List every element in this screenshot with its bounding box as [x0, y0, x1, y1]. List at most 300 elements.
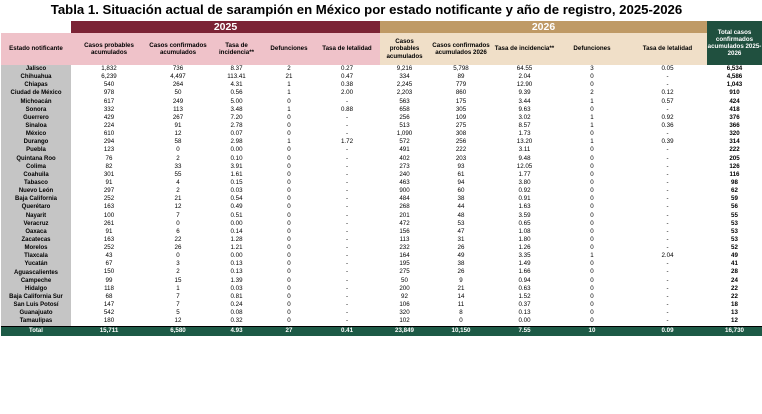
- probables-2026-cell: 273: [399, 162, 410, 170]
- defunciones-2025-cell: 0: [287, 284, 291, 292]
- letalidad-2026-cell: -: [666, 227, 669, 235]
- table-row: [1, 155, 762, 163]
- total-confirmados-cell: 366: [707, 122, 762, 130]
- letalidad-2026-cell: -: [666, 146, 669, 154]
- probables-2026-cell: 563: [399, 97, 410, 105]
- confirmados-2026-cell: 47: [457, 227, 465, 235]
- table-title: Tabla 1. Situación actual de sarampión en México por estado notificante y año de registro, 2025-2026: [50, 2, 683, 17]
- letalidad-2025-cell: 0.88: [340, 105, 354, 113]
- probables-2026-cell: 472: [399, 219, 410, 227]
- state-name-cell: Guanajuato: [1, 309, 71, 317]
- defunciones-2026-cell: 0: [590, 276, 594, 284]
- table-row: [1, 130, 762, 138]
- probables-2026-cell: 900: [399, 187, 410, 195]
- confirmados-2026-cell: 11: [457, 301, 465, 309]
- probables-2026-cell: 275: [399, 268, 410, 276]
- letalidad-2025-header: Tasa de letalidad: [314, 33, 380, 65]
- probables-2025-cell: 978: [103, 89, 115, 97]
- table-row: [1, 277, 762, 285]
- probables-2026-cell: 106: [399, 301, 410, 309]
- probables-2025-cell: 252: [103, 195, 115, 203]
- table-row: [1, 65, 762, 73]
- defunciones-2026-cell: 1: [590, 252, 594, 260]
- defunciones-2026-cell: 0: [590, 309, 594, 317]
- letalidad-2025-cell: -: [345, 146, 349, 154]
- confirmados-2025-cell: 2: [176, 154, 180, 162]
- defunciones-2026-cell: 0: [590, 227, 594, 235]
- total-confirmados-cell: 12: [707, 317, 762, 326]
- state-name-cell: Ciudad de México: [1, 89, 71, 97]
- confirmados-2025-cell: 22: [174, 235, 182, 243]
- defunciones-2026-cell: 0: [590, 162, 594, 170]
- total-confirmados-cell: 24: [707, 277, 762, 285]
- letalidad-2025-cell: -: [345, 219, 349, 227]
- letalidad-2025-cell: 0.27: [340, 64, 354, 72]
- letalidad-2026-cell: -: [666, 178, 669, 186]
- tasa-2025-cell: 0.03: [230, 187, 243, 195]
- total-confirmados-cell: 205: [707, 155, 762, 163]
- letalidad-2026-header: Tasa de letalidad: [628, 33, 707, 65]
- defunciones-2026-cell: 0: [590, 154, 594, 162]
- defunciones-2025-cell: 0: [287, 268, 291, 276]
- defunciones-2026-cell: 2: [590, 89, 594, 97]
- state-name-cell: Sinaloa: [1, 122, 71, 130]
- tasa-2026-cell: 0.92: [518, 187, 531, 195]
- tasa-2025-cell: 0.00: [230, 146, 243, 154]
- confirmados-2026-cell: 21: [457, 284, 465, 292]
- measles-table: [1, 21, 762, 336]
- probables-2026-cell: 268: [399, 203, 410, 211]
- tasa-2025-cell: 4.93: [209, 326, 264, 336]
- probables-2026-cell: 1,090: [396, 130, 413, 138]
- confirmados-2025-cell: 15: [174, 276, 182, 284]
- total-confirmados-cell: 424: [707, 98, 762, 106]
- probables-2025-cell: 147: [103, 301, 115, 309]
- confirmados-2026-cell: 5,798: [453, 64, 469, 72]
- confirmados-2026-cell: 38: [457, 260, 465, 268]
- total-confirmados-cell: 222: [707, 146, 762, 154]
- tasa-2025-cell: 0.24: [230, 301, 243, 309]
- table-row: [1, 317, 762, 326]
- confirmados-2025-cell: 6: [176, 227, 180, 235]
- letalidad-2026-cell: -: [666, 284, 669, 292]
- probables-2026-cell: 102: [399, 317, 410, 325]
- tasa-2025-cell: 0.03: [230, 284, 243, 292]
- letalidad-2026-cell: -: [666, 154, 669, 162]
- confirmados-2025-cell: 4,497: [170, 73, 186, 81]
- probables-2026-cell: 256: [399, 113, 410, 121]
- total-confirmados-cell: 314: [707, 138, 762, 146]
- probables-2026-cell: 23,849: [380, 326, 429, 336]
- probables-2026-cell: 513: [399, 121, 410, 129]
- state-name-cell: México: [1, 130, 71, 138]
- confirmados-2026-cell: 26: [457, 244, 465, 252]
- letalidad-2025-cell: -: [345, 301, 349, 309]
- confirmados-2026-cell: 9: [459, 276, 463, 284]
- probables-2026-cell: 156: [399, 227, 410, 235]
- table-row: [1, 195, 762, 203]
- defunciones-2025-cell: 0: [287, 301, 291, 309]
- tasa-2026-cell: 9.48: [518, 154, 531, 162]
- table-row: [1, 301, 762, 309]
- defunciones-2025-cell: 0: [287, 219, 291, 227]
- probables-2025-cell: 76: [105, 154, 113, 162]
- defunciones-2025-cell: 0: [287, 170, 291, 178]
- total-confirmados-cell: 126: [707, 163, 762, 171]
- state-name-cell: Baja California: [1, 195, 71, 203]
- state-name-cell: Total: [1, 326, 71, 336]
- defunciones-2026-cell: 3: [590, 64, 594, 72]
- table-body: [1, 65, 762, 336]
- letalidad-2025-cell: -: [345, 178, 349, 186]
- letalidad-2026-cell: 0.39: [661, 138, 674, 146]
- tasa-2026-cell: 1.73: [518, 130, 531, 138]
- letalidad-2025-cell: -: [345, 170, 349, 178]
- table-row: [1, 285, 762, 293]
- tasa-2026-cell: 0.37: [518, 301, 531, 309]
- total-confirmados-cell: 49: [707, 252, 762, 260]
- probables-2025-cell: 332: [103, 105, 115, 113]
- state-name-cell: Durango: [1, 138, 71, 146]
- defunciones-2025-cell: 2: [287, 64, 291, 72]
- letalidad-2026-cell: -: [666, 309, 669, 317]
- probables-2025-cell: 294: [103, 138, 115, 146]
- defunciones-2026-cell: 0: [590, 170, 594, 178]
- year-2026-header: 2026: [380, 21, 707, 33]
- letalidad-2026-cell: -: [666, 244, 669, 252]
- confirmados-2025-cell: 26: [174, 244, 182, 252]
- defunciones-2026-cell: 10: [556, 326, 628, 336]
- tasa-2025-cell: 0.81: [230, 292, 243, 300]
- letalidad-2026-cell: -: [666, 292, 669, 300]
- confirmados-2025-cell: 0: [176, 252, 180, 260]
- state-name-cell: Veracruz: [1, 220, 71, 228]
- tasa-2025-cell: 5.00: [230, 97, 243, 105]
- total-confirmados-cell: 52: [707, 244, 762, 252]
- total-confirmados-cell: 62: [707, 187, 762, 195]
- header-gap: [1, 21, 71, 33]
- defunciones-2026-cell: 0: [590, 81, 594, 89]
- confirmados-2026-cell: 305: [455, 105, 467, 113]
- probables-2026-cell: 113: [399, 235, 410, 243]
- confirmados-2026-cell: 31: [457, 235, 465, 243]
- total-confirmados-cell: 53: [707, 236, 762, 244]
- probables-2026-cell: 201: [399, 211, 410, 219]
- state-name-cell: San Luis Potosí: [1, 301, 71, 309]
- tasa-2026-cell: 3.59: [518, 211, 531, 219]
- tasa-2025-cell: 113.41: [227, 73, 246, 81]
- tasa-2025-cell: 1.21: [230, 244, 243, 252]
- letalidad-2026-cell: -: [666, 317, 669, 325]
- confirmados-2026-cell: 779: [455, 81, 467, 89]
- probables-2025-cell: 15,711: [71, 326, 147, 336]
- confirmados-2026-cell: 175: [455, 97, 467, 105]
- letalidad-2026-cell: -: [666, 276, 669, 284]
- confirmados-2025-cell: 5: [176, 309, 180, 317]
- state-name-cell: Campeche: [1, 277, 71, 285]
- probables-2026-cell: 2,203: [396, 89, 413, 97]
- tasa-2026-cell: 3.02: [518, 113, 531, 121]
- table-row: [1, 309, 762, 317]
- defunciones-2025-cell: 0: [287, 178, 291, 186]
- tasa-2025-cell: 0.00: [230, 252, 243, 260]
- letalidad-2025-cell: 2.00: [340, 89, 354, 97]
- total-confirmados-cell: 320: [707, 130, 762, 138]
- defunciones-2025-cell: 21: [285, 73, 293, 81]
- probables-2025-cell: 301: [103, 170, 115, 178]
- probables-2026-cell: 232: [399, 244, 410, 252]
- defunciones-2026-cell: 0: [590, 219, 594, 227]
- letalidad-2025-cell: -: [345, 317, 349, 325]
- letalidad-2025-cell: -: [345, 235, 349, 243]
- tasa-2025-cell: 2.98: [230, 138, 243, 146]
- probables-2025-cell: 163: [103, 235, 115, 243]
- confirmados-2026-cell: 60: [457, 187, 465, 195]
- state-name-cell: Coahuila: [1, 171, 71, 179]
- letalidad-2026-cell: 0.05: [661, 64, 674, 72]
- confirmados-2025-cell: 0: [176, 146, 180, 154]
- confirmados-2025-cell: 249: [172, 97, 184, 105]
- total-confirmados-cell: 59: [707, 195, 762, 203]
- defunciones-2026-cell: 1: [590, 97, 594, 105]
- tasa-2026-cell: 0.94: [518, 276, 531, 284]
- state-name-cell: Michoacán: [1, 98, 71, 106]
- defunciones-2025-cell: 0: [287, 317, 291, 325]
- defunciones-2026-cell: 0: [590, 301, 594, 309]
- probables-2026-cell: 164: [399, 252, 410, 260]
- table-row: [1, 106, 762, 114]
- table-row: [1, 146, 762, 154]
- probables-2026-cell: 320: [399, 309, 410, 317]
- table-row: [1, 244, 762, 252]
- table-row: [1, 220, 762, 228]
- table-row: [1, 81, 762, 89]
- tasa-2026-cell: 1.26: [518, 244, 531, 252]
- confirmados-2025-cell: 7: [176, 292, 180, 300]
- letalidad-2026-cell: 0.36: [661, 121, 674, 129]
- tasa-2025-cell: 0.51: [230, 211, 243, 219]
- confirmados-2026-cell: 94: [457, 178, 465, 186]
- confirmados-2025-cell: 264: [172, 81, 184, 89]
- probables-2026-cell: 658: [399, 105, 410, 113]
- defunciones-2025-cell: 0: [287, 260, 291, 268]
- table-row: [1, 212, 762, 220]
- letalidad-2025-cell: -: [345, 252, 349, 260]
- tasa-2026-cell: 9.39: [518, 89, 531, 97]
- table-row: [1, 179, 762, 187]
- tasa-2026-cell: 1.80: [518, 235, 531, 243]
- probables-2026-cell: 402: [399, 154, 410, 162]
- tasa-2025-header: Tasa de incidencia**: [209, 33, 264, 65]
- tasa-2025-cell: 0.00: [230, 219, 243, 227]
- table-row: [1, 163, 762, 171]
- defunciones-2025-cell: 0: [287, 309, 291, 317]
- state-name-cell: Sonora: [1, 106, 71, 114]
- tasa-2026-cell: 0.00: [518, 317, 531, 325]
- confirmados-2026-cell: 38: [457, 195, 465, 203]
- total-confirmados-cell: 56: [707, 203, 762, 211]
- probables-2026-cell: 195: [399, 260, 410, 268]
- state-name-cell: Jalisco: [1, 65, 71, 73]
- total-confirmados-cell: 28: [707, 269, 762, 277]
- probables-2025-cell: 224: [103, 121, 115, 129]
- defunciones-2025-cell: 1: [287, 81, 291, 89]
- total-confirmados-cell: 910: [707, 89, 762, 97]
- tasa-2025-cell: 0.13: [230, 268, 243, 276]
- confirmados-2026-cell: 10,150: [429, 326, 493, 336]
- confirmados-2026-cell: 222: [455, 146, 467, 154]
- defunciones-2025-cell: 0: [287, 235, 291, 243]
- letalidad-2025-cell: 0.47: [340, 73, 354, 81]
- letalidad-2026-cell: -: [666, 170, 669, 178]
- letalidad-2026-cell: 2.04: [661, 252, 674, 260]
- tasa-2026-cell: 64.55: [516, 64, 533, 72]
- confirmados-2026-cell: 256: [455, 138, 467, 146]
- defunciones-2025-cell: 0: [287, 113, 291, 121]
- defunciones-2026-cell: 0: [590, 211, 594, 219]
- tasa-2026-cell: 12.90: [516, 81, 533, 89]
- defunciones-2025-cell: 1: [287, 105, 291, 113]
- confirmados-2025-cell: 91: [174, 121, 182, 129]
- defunciones-2026-header: Defunciones: [556, 33, 628, 65]
- state-name-cell: Nuevo León: [1, 187, 71, 195]
- tasa-2025-cell: 3.48: [230, 105, 243, 113]
- confirmados-2026-cell: 8: [459, 309, 463, 317]
- defunciones-2025-cell: 0: [287, 276, 291, 284]
- defunciones-2026-cell: 0: [590, 195, 594, 203]
- state-name-cell: Tlaxcala: [1, 252, 71, 260]
- total-confirmados-cell: 22: [707, 293, 762, 301]
- total-confirmados-cell: 55: [707, 212, 762, 220]
- total-confirmados-cell: 53: [707, 228, 762, 236]
- confirmados-2025-cell: 2: [176, 268, 180, 276]
- state-name-cell: Tamaulipas: [1, 317, 71, 326]
- tasa-2025-cell: 8.37: [230, 64, 243, 72]
- letalidad-2025-cell: -: [345, 121, 349, 129]
- probables-2025-cell: 100: [103, 211, 115, 219]
- state-name-cell: Nayarit: [1, 212, 71, 220]
- probables-2025-cell: 67: [105, 260, 113, 268]
- table-row: [1, 98, 762, 106]
- confirmados-2026-cell: 275: [455, 121, 467, 129]
- state-name-cell: Yucatán: [1, 260, 71, 268]
- confirmados-2026-cell: 89: [457, 73, 465, 81]
- confirmados-2025-cell: 3: [176, 260, 180, 268]
- confirmados-2026-cell: 26: [457, 268, 465, 276]
- defunciones-2025-header: Defunciones: [264, 33, 314, 65]
- tasa-2026-cell: 1.66: [518, 268, 531, 276]
- confirmados-2026-cell: 53: [457, 219, 465, 227]
- letalidad-2025-cell: -: [345, 276, 349, 284]
- confirmados-2025-cell: 7: [176, 211, 180, 219]
- tasa-2026-cell: 3.35: [518, 252, 531, 260]
- tasa-2025-cell: 0.10: [230, 154, 243, 162]
- letalidad-2025-cell: 0.38: [340, 81, 354, 89]
- table-row: [1, 89, 762, 97]
- defunciones-2025-cell: 0: [287, 97, 291, 105]
- probables-2025-cell: 123: [103, 146, 115, 154]
- probables-2026-header: Casos probables acumulados: [380, 33, 429, 65]
- defunciones-2025-cell: 0: [287, 146, 291, 154]
- state-name-cell: Quintana Roo: [1, 155, 71, 163]
- state-name-cell: Hidalgo: [1, 285, 71, 293]
- tasa-2025-cell: 0.15: [230, 178, 243, 186]
- tasa-2026-cell: 3.80: [518, 178, 531, 186]
- tasa-2025-cell: 7.20: [230, 113, 243, 121]
- tasa-2025-cell: 0.54: [230, 195, 243, 203]
- defunciones-2026-cell: 0: [590, 146, 594, 154]
- letalidad-2026-cell: -: [666, 187, 669, 195]
- confirmados-2025-cell: 12: [174, 317, 182, 325]
- confirmados-2025-cell: 267: [172, 113, 184, 121]
- letalidad-2026-cell: -: [666, 211, 669, 219]
- total-confirmados-cell: 1,043: [707, 81, 762, 89]
- confirmados-2025-cell: 12: [174, 203, 182, 211]
- probables-2025-cell: 43: [105, 252, 113, 260]
- letalidad-2025-cell: -: [345, 227, 349, 235]
- letalidad-2026-cell: -: [666, 235, 669, 243]
- tasa-2025-cell: 1.39: [230, 276, 243, 284]
- confirmados-2026-cell: 109: [455, 113, 467, 121]
- letalidad-2026-cell: -: [666, 301, 669, 309]
- confirmados-2026-cell: 44: [457, 203, 465, 211]
- table-row: [1, 228, 762, 236]
- table-row: [1, 122, 762, 130]
- letalidad-2025-cell: -: [345, 309, 349, 317]
- confirmados-2025-header: Casos confirmados acumulados: [147, 33, 209, 65]
- tasa-2026-header: Tasa de incidencia**: [493, 33, 556, 65]
- probables-2026-cell: 240: [399, 170, 410, 178]
- total-confirmados-cell: 41: [707, 260, 762, 268]
- defunciones-2026-cell: 0: [590, 187, 594, 195]
- tasa-2026-cell: 0.65: [518, 219, 531, 227]
- confirmados-2025-cell: 50: [174, 89, 182, 97]
- state-name-cell: Baja California Sur: [1, 293, 71, 301]
- state-name-cell: Colima: [1, 163, 71, 171]
- letalidad-2025-cell: -: [345, 162, 349, 170]
- confirmados-2025-cell: 33: [174, 162, 182, 170]
- confirmados-2025-cell: 4: [176, 178, 180, 186]
- state-name-cell: Morelos: [1, 244, 71, 252]
- tasa-2025-cell: 4.31: [230, 81, 243, 89]
- letalidad-2026-cell: -: [666, 260, 669, 268]
- total-column-header: Total casos confirmados acumulados 2025-2026: [707, 21, 762, 65]
- defunciones-2026-cell: 0: [590, 203, 594, 211]
- letalidad-2025-cell: 0.41: [314, 326, 380, 336]
- tasa-2026-cell: 1.52: [518, 292, 531, 300]
- defunciones-2026-cell: 1: [590, 113, 594, 121]
- tasa-2025-cell: 0.14: [230, 227, 243, 235]
- probables-2025-cell: 118: [104, 284, 114, 292]
- confirmados-2025-cell: 2: [176, 187, 180, 195]
- table-row: [1, 171, 762, 179]
- letalidad-2026-cell: 0.09: [628, 326, 707, 336]
- state-name-cell: Zacatecas: [1, 236, 71, 244]
- confirmados-2026-cell: 860: [455, 89, 467, 97]
- defunciones-2026-cell: 0: [590, 292, 594, 300]
- total-confirmados-cell: 22: [707, 285, 762, 293]
- table-row: [1, 252, 762, 260]
- tasa-2025-cell: 0.32: [230, 317, 243, 325]
- probables-2025-cell: 91: [105, 178, 113, 186]
- table-row: [1, 293, 762, 301]
- tasa-2025-cell: 3.91: [230, 162, 243, 170]
- tasa-2026-cell: 0.63: [518, 284, 531, 292]
- total-confirmados-cell: 16,730: [707, 326, 762, 336]
- letalidad-2026-cell: -: [666, 219, 669, 227]
- probables-2025-cell: 540: [103, 81, 115, 89]
- confirmados-2025-cell: 58: [174, 138, 182, 146]
